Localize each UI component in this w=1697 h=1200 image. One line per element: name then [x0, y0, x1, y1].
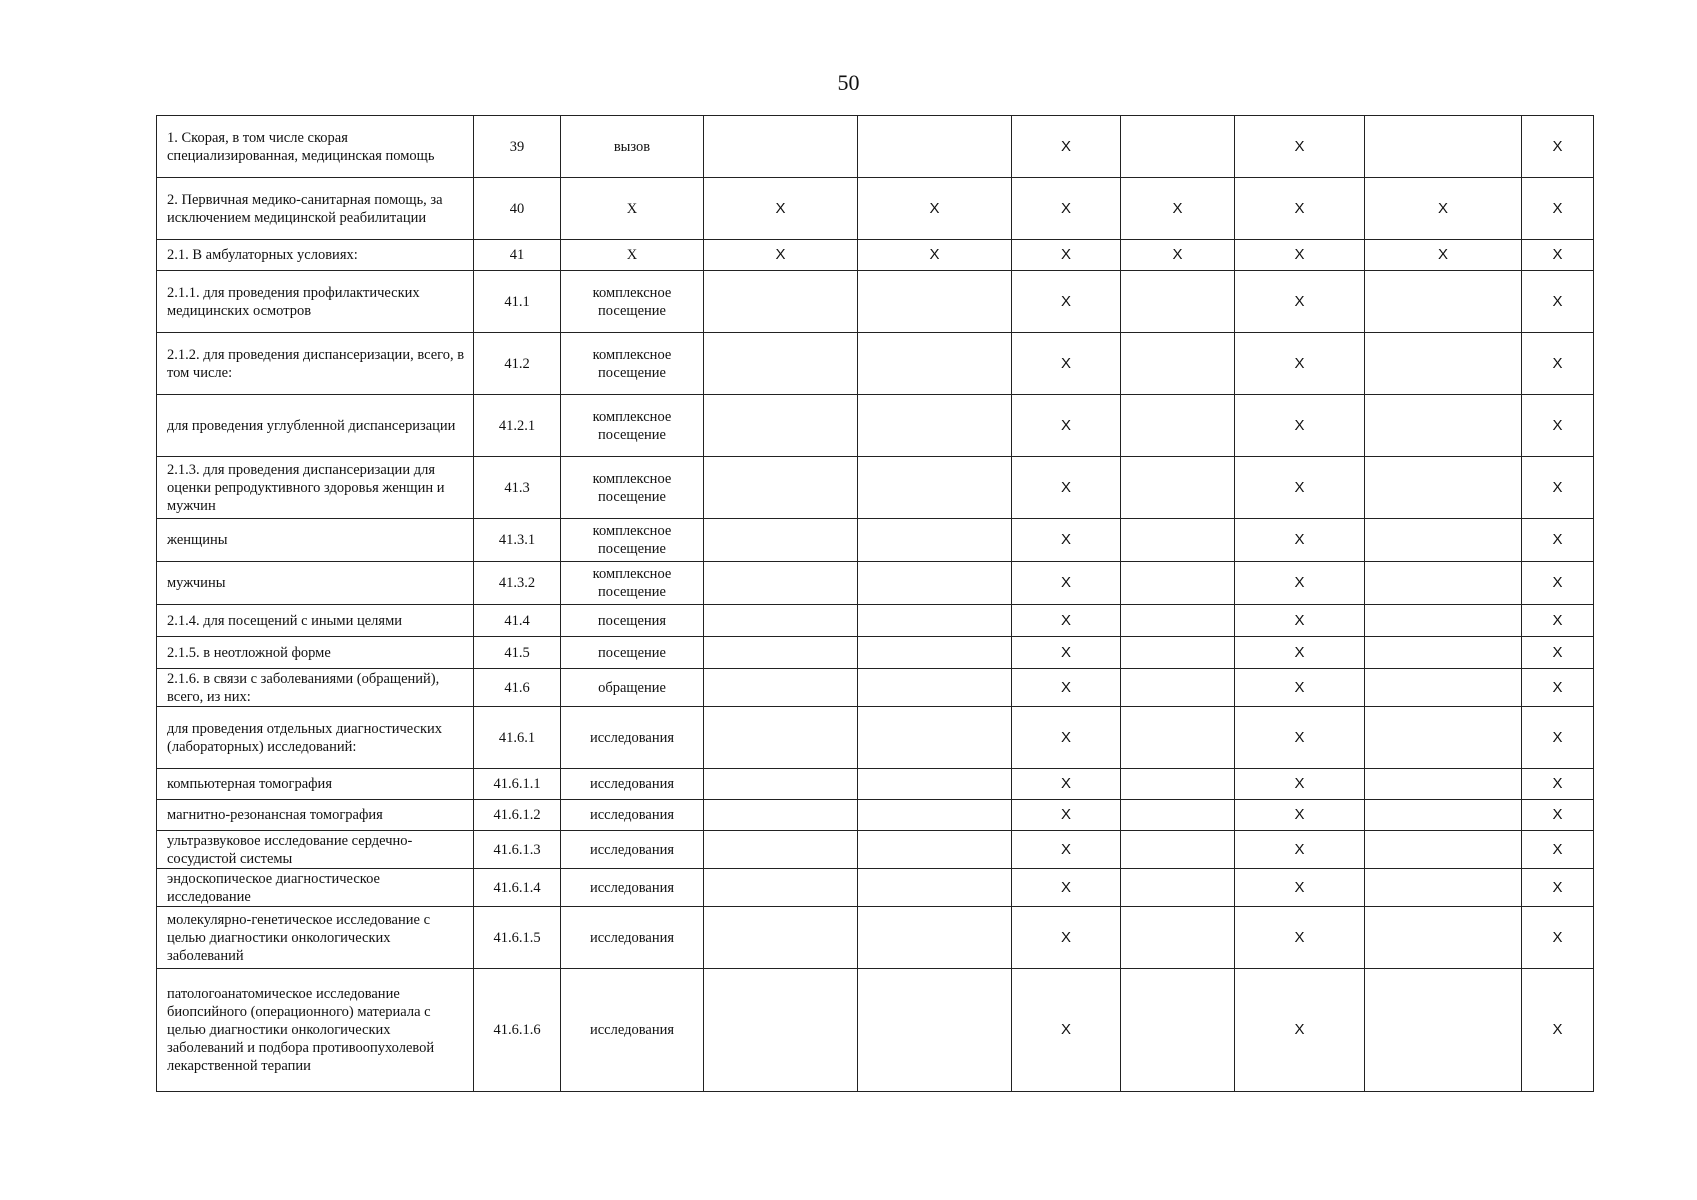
value-cell	[1365, 669, 1522, 707]
row-name-cell: патологоанатомическое исследование биопсийного (операционного) материала с целью диагностики онкологических заболеваний и подбора противоопухолевой лекарственной терапии	[157, 969, 474, 1092]
row-unit-cell: исследования	[561, 769, 704, 800]
value-cell: X	[1522, 457, 1594, 519]
table-row	[157, 395, 1594, 457]
value-cell	[1365, 800, 1522, 831]
value-cell: X	[1365, 178, 1522, 240]
value-cell	[1121, 562, 1235, 605]
value-cell: X	[1522, 519, 1594, 562]
value-cell: X	[1235, 271, 1365, 333]
value-cell	[858, 116, 1012, 178]
value-cell	[704, 457, 858, 519]
row-code-cell: 41.6.1.4	[474, 869, 561, 907]
value-cell	[858, 457, 1012, 519]
value-cell: X	[1012, 457, 1121, 519]
services-table	[156, 115, 1594, 1092]
value-cell	[1121, 769, 1235, 800]
value-cell: X	[1121, 240, 1235, 271]
value-cell: X	[1235, 831, 1365, 869]
row-unit-cell: посещение	[561, 637, 704, 669]
row-name-cell: для проведения углубленной диспансеризации	[157, 395, 474, 457]
row-code-cell: 41.2.1	[474, 395, 561, 457]
value-cell	[704, 605, 858, 637]
value-cell: X	[1235, 395, 1365, 457]
row-unit-cell: комплексное посещение	[561, 519, 704, 562]
value-cell: X	[1235, 969, 1365, 1092]
value-cell	[858, 907, 1012, 969]
value-cell	[1121, 457, 1235, 519]
row-code-cell: 41.6.1.3	[474, 831, 561, 869]
value-cell: X	[1235, 178, 1365, 240]
value-cell	[858, 769, 1012, 800]
value-cell	[1365, 562, 1522, 605]
value-cell: X	[1012, 831, 1121, 869]
value-cell	[1365, 457, 1522, 519]
value-cell: X	[1235, 519, 1365, 562]
row-unit-cell: X	[561, 178, 704, 240]
value-cell	[1365, 519, 1522, 562]
row-name-cell: мужчины	[157, 562, 474, 605]
row-name-cell: 2.1.3. для проведения диспансеризации для оценки репродуктивного здоровья женщин и мужчин	[157, 457, 474, 519]
value-cell: X	[1235, 669, 1365, 707]
value-cell	[1365, 637, 1522, 669]
row-name-cell: компьютерная томография	[157, 769, 474, 800]
row-code-cell: 41.6.1.1	[474, 769, 561, 800]
value-cell: X	[1012, 869, 1121, 907]
row-code-cell: 40	[474, 178, 561, 240]
value-cell: X	[1235, 240, 1365, 271]
value-cell: X	[1522, 637, 1594, 669]
value-cell	[1121, 519, 1235, 562]
row-name-cell: 2.1.4. для посещений с иными целями	[157, 605, 474, 637]
value-cell: X	[1522, 178, 1594, 240]
row-unit-cell: комплексное посещение	[561, 271, 704, 333]
value-cell: X	[1012, 605, 1121, 637]
row-unit-cell: исследования	[561, 869, 704, 907]
value-cell	[1365, 116, 1522, 178]
value-cell	[704, 907, 858, 969]
value-cell	[1121, 669, 1235, 707]
row-code-cell: 41.6	[474, 669, 561, 707]
row-code-cell: 41.2	[474, 333, 561, 395]
value-cell	[1365, 969, 1522, 1092]
row-name-cell: для проведения отдельных диагностических (лабораторных) исследований:	[157, 707, 474, 769]
value-cell: X	[1012, 907, 1121, 969]
page-number: 50	[837, 70, 860, 95]
row-unit-cell: комплексное посещение	[561, 333, 704, 395]
value-cell	[1121, 116, 1235, 178]
value-cell	[858, 605, 1012, 637]
row-name-cell: 2.1.5. в неотложной форме	[157, 637, 474, 669]
row-code-cell: 41.4	[474, 605, 561, 637]
value-cell: X	[1522, 333, 1594, 395]
value-cell	[704, 669, 858, 707]
row-unit-cell: комплексное посещение	[561, 395, 704, 457]
value-cell: X	[1235, 562, 1365, 605]
row-code-cell: 41.1	[474, 271, 561, 333]
row-name-cell: 2.1. В амбулаторных условиях:	[157, 240, 474, 271]
value-cell: X	[1012, 178, 1121, 240]
value-cell	[1121, 869, 1235, 907]
value-cell: X	[1012, 116, 1121, 178]
value-cell: X	[1365, 240, 1522, 271]
table-row	[157, 519, 1594, 562]
value-cell	[704, 869, 858, 907]
row-name-cell: молекулярно-генетическое исследование с целью диагностики онкологических заболеваний	[157, 907, 474, 969]
table-row	[157, 800, 1594, 831]
value-cell: X	[1012, 800, 1121, 831]
row-name-cell: 2.1.1. для проведения профилактических медицинских осмотров	[157, 271, 474, 333]
row-name-cell: 2.1.6. в связи с заболеваниями (обращений), всего, из них:	[157, 669, 474, 707]
value-cell	[858, 519, 1012, 562]
row-name-cell: женщины	[157, 519, 474, 562]
value-cell	[1121, 907, 1235, 969]
row-unit-cell: исследования	[561, 707, 704, 769]
value-cell	[1365, 869, 1522, 907]
value-cell: X	[1235, 800, 1365, 831]
value-cell	[858, 637, 1012, 669]
value-cell	[704, 707, 858, 769]
value-cell	[858, 831, 1012, 869]
value-cell: X	[704, 178, 858, 240]
row-unit-cell: комплексное посещение	[561, 457, 704, 519]
value-cell: X	[1522, 969, 1594, 1092]
row-name-cell: 2.1.2. для проведения диспансеризации, всего, в том числе:	[157, 333, 474, 395]
value-cell: X	[1235, 333, 1365, 395]
value-cell: X	[1012, 333, 1121, 395]
value-cell: X	[1522, 769, 1594, 800]
value-cell	[1365, 605, 1522, 637]
value-cell: X	[1522, 116, 1594, 178]
row-name-cell: 1. Скорая, в том числе скорая специализированная, медицинская помощь	[157, 116, 474, 178]
row-code-cell: 41.3	[474, 457, 561, 519]
row-code-cell: 41.6.1	[474, 707, 561, 769]
value-cell: X	[1121, 178, 1235, 240]
value-cell	[858, 707, 1012, 769]
value-cell: X	[1522, 271, 1594, 333]
value-cell	[704, 333, 858, 395]
value-cell: X	[858, 240, 1012, 271]
row-unit-cell: X	[561, 240, 704, 271]
row-code-cell: 41.3.2	[474, 562, 561, 605]
table-row	[157, 178, 1594, 240]
value-cell: X	[1522, 707, 1594, 769]
row-code-cell: 39	[474, 116, 561, 178]
row-code-cell: 41.3.1	[474, 519, 561, 562]
value-cell	[858, 969, 1012, 1092]
value-cell: X	[1012, 669, 1121, 707]
row-name-cell: магнитно-резонансная томография	[157, 800, 474, 831]
value-cell	[704, 395, 858, 457]
value-cell	[704, 769, 858, 800]
row-code-cell: 41.6.1.5	[474, 907, 561, 969]
value-cell	[858, 669, 1012, 707]
value-cell	[704, 116, 858, 178]
value-cell: X	[1235, 907, 1365, 969]
value-cell	[1365, 395, 1522, 457]
value-cell: X	[1012, 637, 1121, 669]
value-cell	[858, 800, 1012, 831]
row-unit-cell: исследования	[561, 969, 704, 1092]
table-row	[157, 707, 1594, 769]
row-unit-cell: посещения	[561, 605, 704, 637]
value-cell: X	[858, 178, 1012, 240]
value-cell	[1365, 907, 1522, 969]
value-cell	[858, 869, 1012, 907]
row-unit-cell: вызов	[561, 116, 704, 178]
value-cell	[704, 831, 858, 869]
value-cell: X	[1012, 707, 1121, 769]
value-cell: X	[1012, 519, 1121, 562]
value-cell	[1121, 333, 1235, 395]
table-row	[157, 457, 1594, 519]
value-cell	[704, 800, 858, 831]
value-cell: X	[1012, 562, 1121, 605]
value-cell: X	[1012, 395, 1121, 457]
value-cell	[1365, 707, 1522, 769]
row-code-cell: 41.6.1.6	[474, 969, 561, 1092]
row-code-cell: 41.6.1.2	[474, 800, 561, 831]
table-row	[157, 116, 1594, 178]
value-cell: X	[1235, 637, 1365, 669]
value-cell	[704, 969, 858, 1092]
table-row	[157, 240, 1594, 271]
table-row	[157, 669, 1594, 707]
table-row	[157, 869, 1594, 907]
value-cell: X	[1235, 116, 1365, 178]
value-cell	[858, 562, 1012, 605]
value-cell: X	[1235, 457, 1365, 519]
value-cell	[704, 562, 858, 605]
table-row	[157, 333, 1594, 395]
table-row	[157, 831, 1594, 869]
value-cell: X	[1522, 240, 1594, 271]
table-row	[157, 637, 1594, 669]
value-cell	[1365, 769, 1522, 800]
table-body	[157, 116, 1594, 1092]
value-cell: X	[1522, 605, 1594, 637]
row-name-cell: эндоскопическое диагностическое исследование	[157, 869, 474, 907]
value-cell: X	[704, 240, 858, 271]
value-cell: X	[1012, 769, 1121, 800]
value-cell	[1121, 605, 1235, 637]
table-row	[157, 969, 1594, 1092]
value-cell	[858, 333, 1012, 395]
row-unit-cell: исследования	[561, 831, 704, 869]
value-cell: X	[1235, 707, 1365, 769]
row-name-cell: 2. Первичная медико-санитарная помощь, за исключением медицинской реабилитации	[157, 178, 474, 240]
value-cell	[704, 519, 858, 562]
value-cell: X	[1235, 869, 1365, 907]
value-cell	[704, 271, 858, 333]
value-cell	[858, 271, 1012, 333]
value-cell	[1121, 707, 1235, 769]
value-cell: X	[1012, 969, 1121, 1092]
value-cell	[1121, 395, 1235, 457]
row-code-cell: 41.5	[474, 637, 561, 669]
value-cell	[1121, 637, 1235, 669]
value-cell	[858, 395, 1012, 457]
value-cell: X	[1522, 800, 1594, 831]
value-cell: X	[1522, 669, 1594, 707]
value-cell	[1121, 800, 1235, 831]
value-cell: X	[1012, 271, 1121, 333]
value-cell: X	[1012, 240, 1121, 271]
value-cell: X	[1522, 907, 1594, 969]
value-cell	[1121, 271, 1235, 333]
row-code-cell: 41	[474, 240, 561, 271]
row-unit-cell: комплексное посещение	[561, 562, 704, 605]
value-cell: X	[1522, 869, 1594, 907]
value-cell	[1121, 831, 1235, 869]
table-row	[157, 907, 1594, 969]
value-cell	[1121, 969, 1235, 1092]
row-unit-cell: исследования	[561, 800, 704, 831]
value-cell	[704, 637, 858, 669]
value-cell: X	[1522, 395, 1594, 457]
value-cell: X	[1235, 605, 1365, 637]
table-row	[157, 562, 1594, 605]
value-cell: X	[1522, 562, 1594, 605]
row-name-cell: ультразвуковое исследование сердечно-сосудистой системы	[157, 831, 474, 869]
value-cell	[1365, 831, 1522, 869]
row-unit-cell: обращение	[561, 669, 704, 707]
value-cell: X	[1522, 831, 1594, 869]
value-cell	[1365, 271, 1522, 333]
value-cell: X	[1235, 769, 1365, 800]
table-row	[157, 605, 1594, 637]
table-row	[157, 271, 1594, 333]
row-unit-cell: исследования	[561, 907, 704, 969]
table-row	[157, 769, 1594, 800]
value-cell	[1365, 333, 1522, 395]
